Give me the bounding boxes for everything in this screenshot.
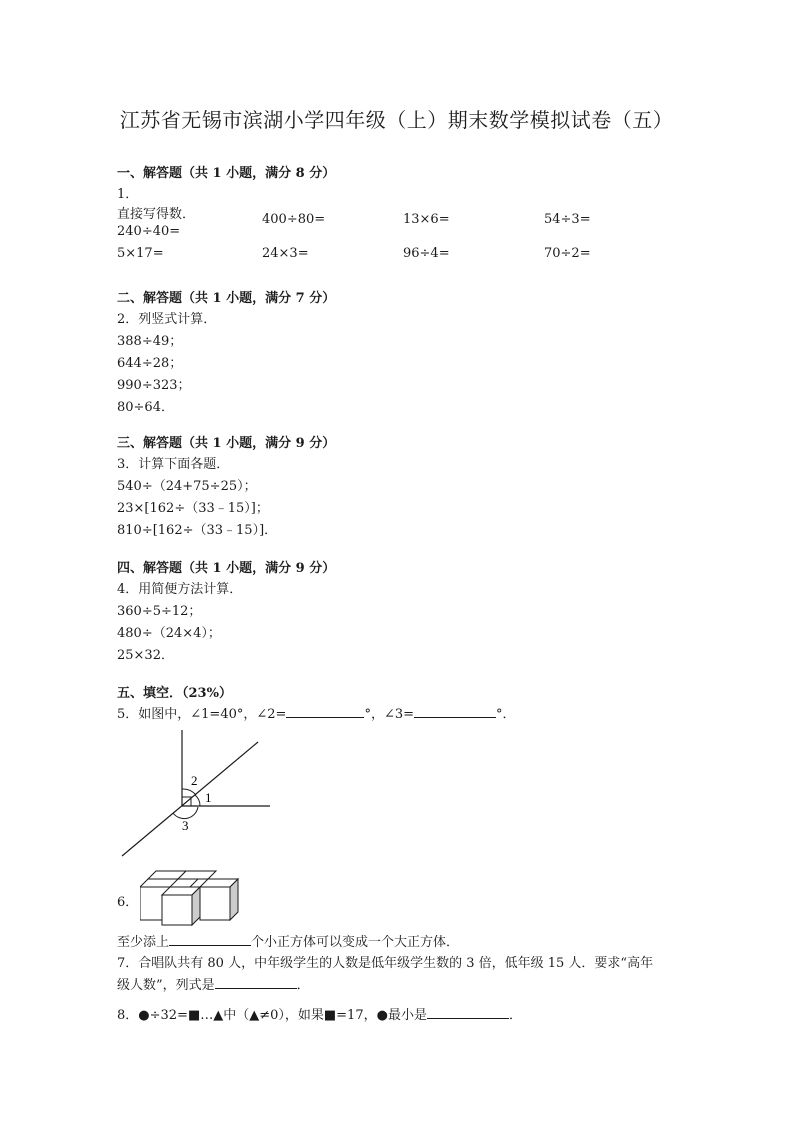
q3-item: 23×[162÷（33﹣15）]；: [117, 501, 269, 516]
q4-item: 360÷5÷12；: [117, 604, 202, 619]
section-1-heading: 一、解答题（共 1 小题，满分 8 分）: [117, 166, 336, 181]
answer-blank-angle3[interactable]: [414, 705, 496, 718]
question-7-line1: 7．合唱队共有 80 人，中年级学生的人数是低年级学生数的 3 倍，低年级 15 人．要求“高年: [117, 956, 654, 971]
question-8: 8．●÷32=■…▲中（▲≠0），如果■=17，●最小是 ．: [117, 1008, 522, 1023]
q3-item: 540÷（24+75÷25）；: [117, 479, 257, 494]
q1-item: 70÷2=: [544, 246, 591, 261]
q1-item: 54÷3=: [544, 212, 591, 227]
q1-item: 240÷40=: [117, 224, 181, 239]
q1-item: 96÷4=: [403, 246, 450, 261]
q1-item: 400÷80=: [262, 212, 326, 227]
page-title: 江苏省无锡市滨湖小学四年级（上）期末数学模拟试卷（五）: [119, 108, 674, 132]
section-4-heading: 四、解答题（共 1 小题，满分 9 分）: [117, 561, 336, 576]
svg-text:3: 3: [182, 818, 189, 833]
question-4-instruction: 4．用简便方法计算．: [117, 582, 243, 597]
angle-figure: [110, 725, 280, 865]
q4-item: 480÷（24×4）；: [117, 626, 221, 641]
q1-item: 5×17=: [117, 246, 164, 261]
svg-text:1: 1: [205, 790, 212, 805]
question-6-number: 6．: [117, 895, 139, 910]
question-1-number: 1．: [117, 187, 139, 202]
question-3-instruction: 3．计算下面各题．: [117, 457, 230, 472]
question-1-instruction: 直接写得数．: [117, 207, 196, 222]
q2-item: 990÷323；: [117, 378, 191, 393]
svg-text:2: 2: [191, 773, 198, 788]
cube-figure: [140, 868, 250, 928]
q2-item: 644÷28；: [117, 356, 183, 371]
q2-item: 80÷64．: [117, 400, 174, 415]
question-6-text: 至少添上 个小正方体可以变成一个大正方体．: [117, 935, 460, 950]
section-2-heading: 二、解答题（共 1 小题，满分 7 分）: [117, 291, 336, 306]
q1-item: 13×6=: [403, 212, 450, 227]
question-2-instruction: 2．列竖式计算．: [117, 312, 217, 327]
q4-item: 25×32．: [117, 648, 174, 663]
q1-item: 24×3=: [262, 246, 309, 261]
question-5: 5．如图中，∠1=40°，∠2= °，∠3= °．: [117, 707, 516, 722]
answer-blank-angle2[interactable]: [286, 705, 364, 718]
question-7-line2: 级人数”，列式是 ．: [117, 978, 310, 993]
answer-blank-q7[interactable]: [215, 976, 297, 989]
answer-blank-q6[interactable]: [169, 933, 251, 946]
section-5-heading: 五、填空．（23%）: [117, 686, 232, 701]
q2-item: 388÷49；: [117, 334, 183, 349]
answer-blank-q8[interactable]: [427, 1006, 509, 1019]
q3-item: 810÷[162÷（33﹣15）]．: [117, 523, 278, 538]
section-3-heading: 三、解答题（共 1 小题，满分 9 分）: [117, 436, 336, 451]
